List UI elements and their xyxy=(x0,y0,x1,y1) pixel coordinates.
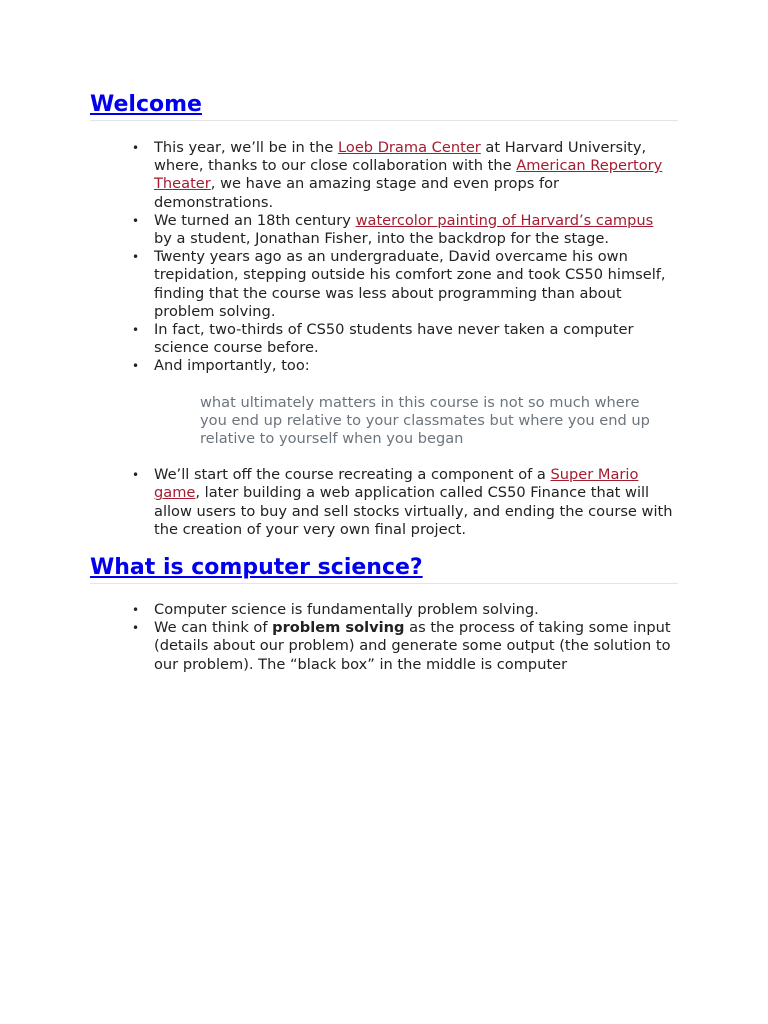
welcome-list xyxy=(132,139,674,539)
list-item xyxy=(132,321,674,357)
item-text: We can think of xyxy=(154,619,273,637)
list-item xyxy=(132,139,674,212)
list-item xyxy=(132,357,674,466)
item-text: Twenty years ago as an undergraduate, David overcame his own trepidation, stepping outside his comfort zone and took CS50 himself, finding that the course was less about programming than about problem solving. xyxy=(154,248,666,320)
bullet-icon: • xyxy=(132,468,140,483)
bullet-icon: • xyxy=(132,250,140,265)
list-item xyxy=(132,466,674,539)
bullet-icon: • xyxy=(132,621,140,636)
list-item xyxy=(132,601,674,619)
heading-link-what-is-cs[interactable]: What is computer science? xyxy=(90,555,423,580)
link-american-repertory-theater[interactable]: American Repertory Theater xyxy=(154,157,663,193)
bullet-icon: • xyxy=(132,359,140,374)
item-text: , we have an amazing stage and even props for demonstrations. xyxy=(154,175,560,211)
item-text: This year, we’ll be in the xyxy=(154,139,339,156)
section-heading-what-is-cs xyxy=(90,555,678,584)
blockquote: what ultimately matters in this course is not so much where you end up relative to your classmates but where you end up relative to yourself when you began xyxy=(200,393,650,448)
list-item xyxy=(132,211,674,248)
item-text: , later building a web application called CS50 Finance that will allow users to buy and sell stocks virtually, and ending the course with the creation of your very own final project. xyxy=(154,484,673,538)
item-text: at Harvard University, where, thanks to our close collaboration with the xyxy=(154,139,647,175)
bullet-icon: • xyxy=(132,141,140,155)
link-watercolor-painting[interactable]: watercolor painting of Harvard’s campus xyxy=(355,211,654,229)
item-text: We turned an 18th century xyxy=(154,211,356,229)
link-super-mario-game[interactable]: Super Mario game xyxy=(154,466,639,502)
item-text: In fact, two-thirds of CS50 students have never taken a computer science course before. xyxy=(154,321,634,357)
bold-term: problem solving xyxy=(272,619,405,637)
item-text: And importantly, too: xyxy=(154,357,310,375)
item-text: by a student, Jonathan Fisher, into the backdrop for the stage. xyxy=(154,230,609,248)
bullet-icon: • xyxy=(132,213,140,228)
bullet-icon: • xyxy=(132,323,140,338)
list-item xyxy=(132,248,674,321)
heading-link-welcome[interactable]: Welcome xyxy=(90,92,202,117)
item-text: as the process of taking some input (details about our problem) and generate some output (the solution to our problem). The “black box” in the middle is computer xyxy=(154,619,671,673)
bullet-icon: • xyxy=(132,603,140,617)
link-loeb-drama-center[interactable]: Loeb Drama Center xyxy=(338,139,481,156)
cs-list xyxy=(132,601,674,674)
item-text: We’ll start off the course recreating a component of a xyxy=(154,466,551,484)
item-text: Computer science is fundamentally problem solving. xyxy=(154,601,539,618)
section-heading-welcome xyxy=(90,92,678,121)
list-item xyxy=(132,619,674,674)
